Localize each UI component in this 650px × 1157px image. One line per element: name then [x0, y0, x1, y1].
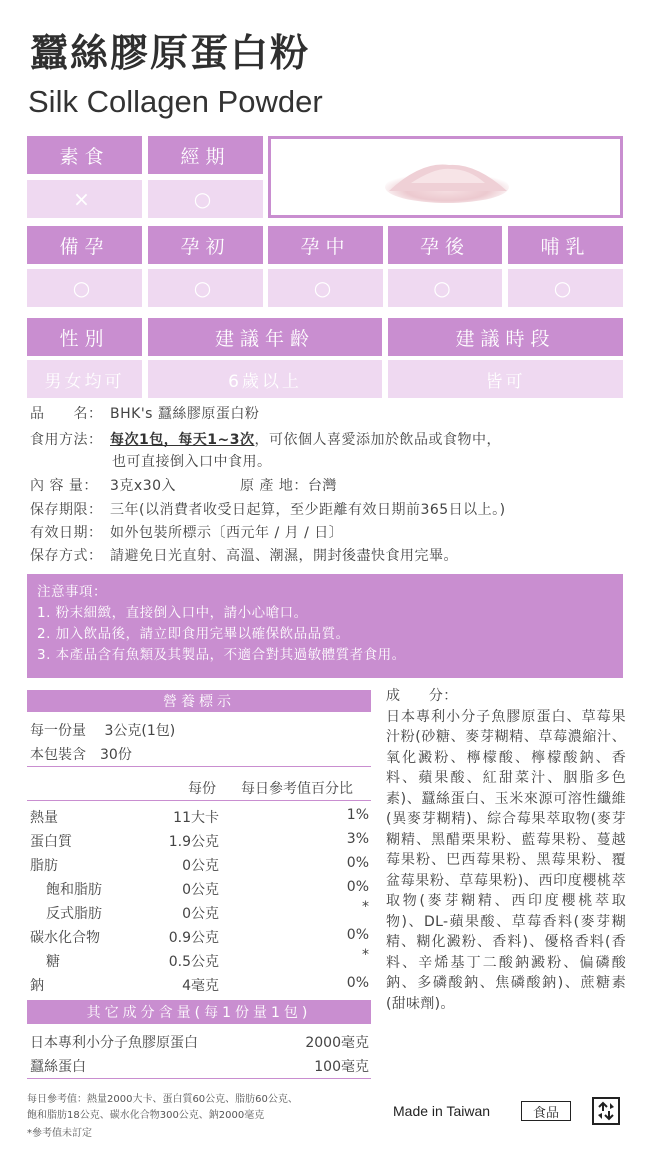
dv-note-line3: *參考值未訂定	[27, 1128, 92, 1139]
info-storage-value: 請避免日光直射、高溫、潮濕，開封後盡快食用完畢。	[110, 548, 458, 564]
food-badge: 食品	[521, 1101, 571, 1121]
pregnancy-value-mid: ○	[268, 269, 383, 307]
nutrition-row-dv: *	[362, 899, 369, 915]
nutrition-row-name: 糖	[46, 954, 60, 970]
nutrition-row-name: 反式脂肪	[46, 906, 102, 922]
info-usage-row	[30, 430, 501, 450]
info-origin-label: 原 產 地：	[240, 478, 308, 494]
info-storage-label: 保存方式：	[30, 548, 103, 564]
other-ingredient-name: 日本專利小分子魚膠原蛋白	[30, 1035, 198, 1051]
nutrition-row-value: 4毫克	[182, 978, 219, 994]
pregnancy-value-preparing: ○	[27, 269, 142, 307]
diet-value-vegetarian: ×	[27, 180, 142, 218]
nutrition-row-name: 熱量	[30, 810, 58, 826]
made-in-label: Made in Taiwan	[393, 1103, 491, 1119]
nutrition-row-dv: 0%	[346, 975, 369, 991]
nutrition-servings-per: 本包裝含 30份	[30, 747, 132, 763]
recommend-value-age: 6歲以上	[148, 360, 382, 398]
pregnancy-value-nursing: ○	[508, 269, 623, 307]
nutrition-row-dv: 0%	[346, 879, 369, 895]
info-usage-line2: 也可直接倒入口中食用。	[112, 454, 272, 470]
product-title-en: Silk Collagen Powder	[28, 84, 323, 119]
info-usage-dose: 每次1包，每天1~3次	[110, 432, 255, 448]
info-usage-rest: ，可依個人喜愛添加於飲品或食物中，	[254, 432, 501, 448]
info-usage-label: 食用方法：	[30, 432, 103, 448]
nutrition-row-dv: 1%	[346, 807, 369, 823]
nutrition-bottom-divider	[27, 1078, 371, 1079]
nutrition-row-dv: 3%	[346, 831, 369, 847]
info-expiry-value: 如外包裝所標示〔西元年 / 月 / 日〕	[110, 525, 344, 541]
nutrition-row-value: 0公克	[182, 882, 219, 898]
powder-pile-illustration	[271, 139, 620, 215]
recommend-value-time: 皆可	[388, 360, 623, 398]
ingredients-block	[386, 686, 626, 1014]
nutrition-row-value: 11大卡	[173, 810, 219, 826]
pregnancy-header-late: 孕後	[388, 226, 502, 264]
info-content-label: 內 容 量：	[30, 478, 98, 494]
ingredients-title: 成 分：	[386, 688, 458, 704]
diet-header-vegetarian: 素食	[27, 136, 142, 174]
nutrition-row-dv: *	[362, 947, 369, 963]
notice-item: 3. 本產品含有魚類及其製品，不適合對其過敏體質者食用。	[37, 647, 406, 663]
nutrition-row-name: 脂肪	[30, 858, 58, 874]
info-content-value: 3克x30入	[110, 478, 177, 494]
nutrition-row-dv: 0%	[346, 855, 369, 871]
nutrition-divider	[27, 800, 371, 801]
info-content-row	[30, 476, 337, 496]
info-shelf-label: 保存期限：	[30, 502, 103, 518]
nutrition-row-value: 1.9公克	[168, 834, 219, 850]
recycle-icon	[592, 1097, 620, 1125]
product-title-zh: 蠶絲膠原蛋白粉	[30, 31, 311, 75]
pregnancy-header-early: 孕初	[148, 226, 263, 264]
diet-value-period: ○	[148, 180, 263, 218]
nutrition-row-name: 鈉	[30, 978, 44, 994]
recommend-header-gender: 性別	[27, 318, 142, 356]
info-name-label: 品 名：	[30, 406, 103, 422]
notice-box	[27, 574, 623, 678]
nutrition-divider	[27, 766, 371, 767]
nutrition-serving-size: 每一份量 3公克(1包)	[30, 723, 176, 739]
recommend-header-age: 建議年齡	[148, 318, 382, 356]
pregnancy-value-late: ○	[388, 269, 502, 307]
info-storage-row	[30, 546, 458, 566]
other-ingredient-value: 2000毫克	[305, 1035, 369, 1051]
nutrition-row-name: 碳水化合物	[30, 930, 100, 946]
pregnancy-value-early: ○	[148, 269, 263, 307]
info-shelf-row	[30, 500, 506, 520]
info-expiry-row	[30, 523, 343, 543]
nutrition-col-per: 每份	[188, 781, 216, 797]
diet-header-period: 經期	[148, 136, 263, 174]
info-name-value: BHK's 蠶絲膠原蛋白粉	[110, 406, 260, 422]
notice-item: 1. 粉末細緻，直接倒入口中，請小心嗆口。	[37, 605, 308, 621]
info-name-row	[30, 404, 259, 424]
pregnancy-header-preparing: 備孕	[27, 226, 142, 264]
ingredients-text: 日本專利小分子魚膠原蛋白、草莓果汁粉(砂糖、麥芽糊精、草莓濃縮汁、氧化澱粉、檸檬酸、檸檬酸鈉、香料、蘋果酸、紅甜菜汁、胭脂多色素)、蠶絲蛋白、玉米來源可溶性纖維(異麥芽糊精)、綜合莓果萃取物(麥芽糊精、黑醋栗果粉、藍莓果粉、蔓越莓果粉、巴西莓果粉、黑莓果粉、覆盆莓果粉、草莓果粉)、西印度櫻桃萃取物(麥芽糊精、西印度櫻桃萃取物)、DL-蘋果酸、草莓香料(麥芽糊精、糊化澱粉、香料)、優格香料(香料、辛烯基丁二酸鈉澱粉、偏磷酸鈉、多磷酸鈉、焦磷酸鈉)、蔗糖素(甜味劑)。	[386, 708, 626, 1012]
nutrition-col-dv: 每日參考值百分比	[241, 781, 353, 797]
nutrition-row-dv: 0%	[346, 927, 369, 943]
pregnancy-header-nursing: 哺乳	[508, 226, 623, 264]
other-ingredient-name: 蠶絲蛋白	[30, 1059, 86, 1075]
info-shelf-value: 三年(以消費者收受日起算，至少距離有效日期前365日以上。)	[110, 502, 506, 518]
nutrition-row-value: 0.9公克	[168, 930, 219, 946]
nutrition-row-value: 0公克	[182, 858, 219, 874]
pregnancy-header-mid: 孕中	[268, 226, 383, 264]
recommend-header-time: 建議時段	[388, 318, 623, 356]
notice-item: 2. 加入飲品後，請立即食用完畢以確保飲品品質。	[37, 626, 350, 642]
nutrition-title: 營養標示	[27, 690, 371, 712]
product-powder-image	[268, 136, 623, 218]
nutrition-row-name: 蛋白質	[30, 834, 72, 850]
dv-note-line1: 每日參考值：熱量2000大卡、蛋白質60公克、脂肪60公克、	[27, 1094, 298, 1105]
info-expiry-label: 有效日期：	[30, 525, 103, 541]
recommend-value-gender: 男女均可	[27, 360, 142, 398]
nutrition-row-name: 飽和脂肪	[46, 882, 102, 898]
other-ingredients-title: 其它成分含量(每1份量1包)	[27, 1000, 371, 1024]
nutrition-row-value: 0.5公克	[168, 954, 219, 970]
dv-note-line2: 飽和脂肪18公克、碳水化合物300公克、鈉2000毫克	[27, 1110, 265, 1121]
nutrition-row-value: 0公克	[182, 906, 219, 922]
notice-title: 注意事項：	[37, 584, 107, 600]
info-origin-value: 台灣	[307, 478, 337, 494]
other-ingredient-value: 100毫克	[314, 1059, 369, 1075]
